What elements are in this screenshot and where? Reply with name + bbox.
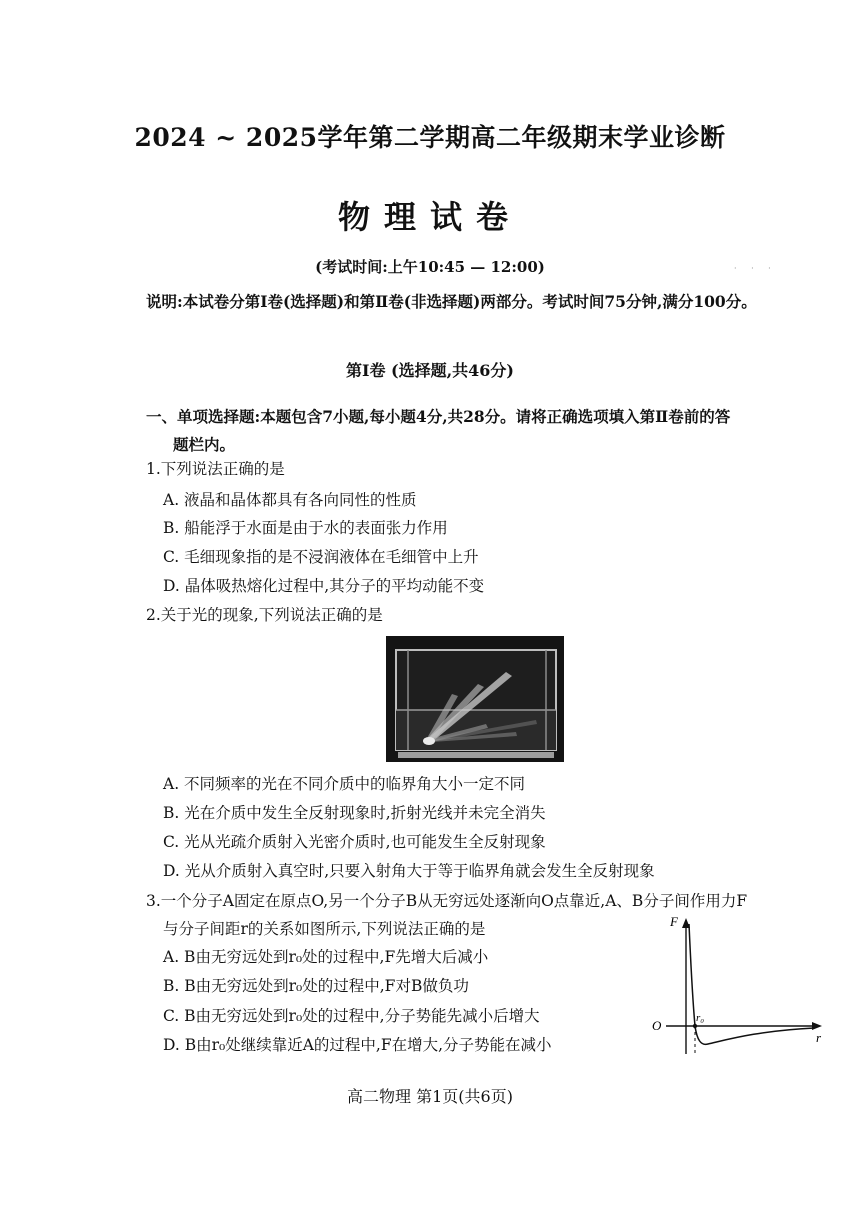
question-3-option-d: D. B由r₀处继续靠近A的过程中,F在增大,分子势能在减小 [163,1036,552,1054]
question-3-option-c: C. B由无穷远处到r₀处的过程中,分子势能先减小后增大 [163,1007,540,1025]
force-distance-graph-drawing [636,914,826,1060]
r0-point [693,1024,697,1028]
section-line-2: 题栏内。 [173,435,236,454]
page-footer: 高二物理 第1页(共6页) [347,1087,513,1106]
x-axis-arrow [812,1022,822,1030]
scan-dots: · · · [734,264,777,273]
exam-time: (考试时间:上午10:45 — 12:00) [315,258,545,276]
question-1-option-b: B. 船能浮于水面是由于水的表面张力作用 [163,519,448,537]
question-1-stem: 1.下列说法正确的是 [146,460,285,478]
origin-label: O [652,1018,662,1033]
light-tank-photo-drawing [386,636,564,762]
question-2-option-a: A. 不同频率的光在不同介质中的临界角大小一定不同 [163,775,526,793]
question-2-option-b: B. 光在介质中发生全反射现象时,折射光线并未完全消失 [163,804,546,822]
question-3-stem-line-1: 3.一个分子A固定在原点O,另一个分子B从无穷远处逐渐向O点靠近,A、B分子间作用力F [146,892,748,910]
question-2-stem: 2.关于光的现象,下列说法正确的是 [146,606,383,624]
question-1-option-a: A. 液晶和晶体都具有各向同性的性质 [163,491,417,509]
question-3-option-b: B. B由无穷远处到r₀处的过程中,F对B做负功 [163,977,469,995]
exam-title: 2024 ~ 2025学年第二学期高二年级期末学业诊断 [134,123,726,152]
instructions: 说明:本试卷分第Ⅰ卷(选择题)和第Ⅱ卷(非选择题)两部分。考试时间75分钟,满分100分。 [146,292,757,311]
force-distance-graph [636,914,826,1060]
subject-title: 物理试卷 [337,198,522,236]
y-axis-label: F [670,914,678,929]
r0-label: r₀ [696,1012,705,1024]
question-2-option-c: C. 光从光疏介质射入光密介质时,也可能发生全反射现象 [163,833,546,851]
question-3-option-a: A. B由无穷远处到r₀处的过程中,F先增大后减小 [163,948,489,966]
question-1-option-c: C. 毛细现象指的是不浸润液体在毛细管中上升 [163,548,479,566]
section-heading [146,403,826,459]
section-line-1: 一、单项选择题:本题包含7小题,每小题4分,共28分。请将正确选项填入第Ⅱ卷前的答 [146,407,731,426]
question-3-stem-line-2: 与分子间距r的关系如图所示,下列说法正确的是 [163,920,486,938]
light-tank-photo [386,636,564,762]
x-axis-label: r [816,1030,822,1045]
question-1-option-d: D. 晶体吸热熔化过程中,其分子的平均动能不变 [163,577,485,595]
part1-title: 第Ⅰ卷 (选择题,共46分) [345,361,515,380]
question-2-option-d: D. 光从介质射入真空时,只要入射角大于等于临界角就会发生全反射现象 [163,862,655,880]
